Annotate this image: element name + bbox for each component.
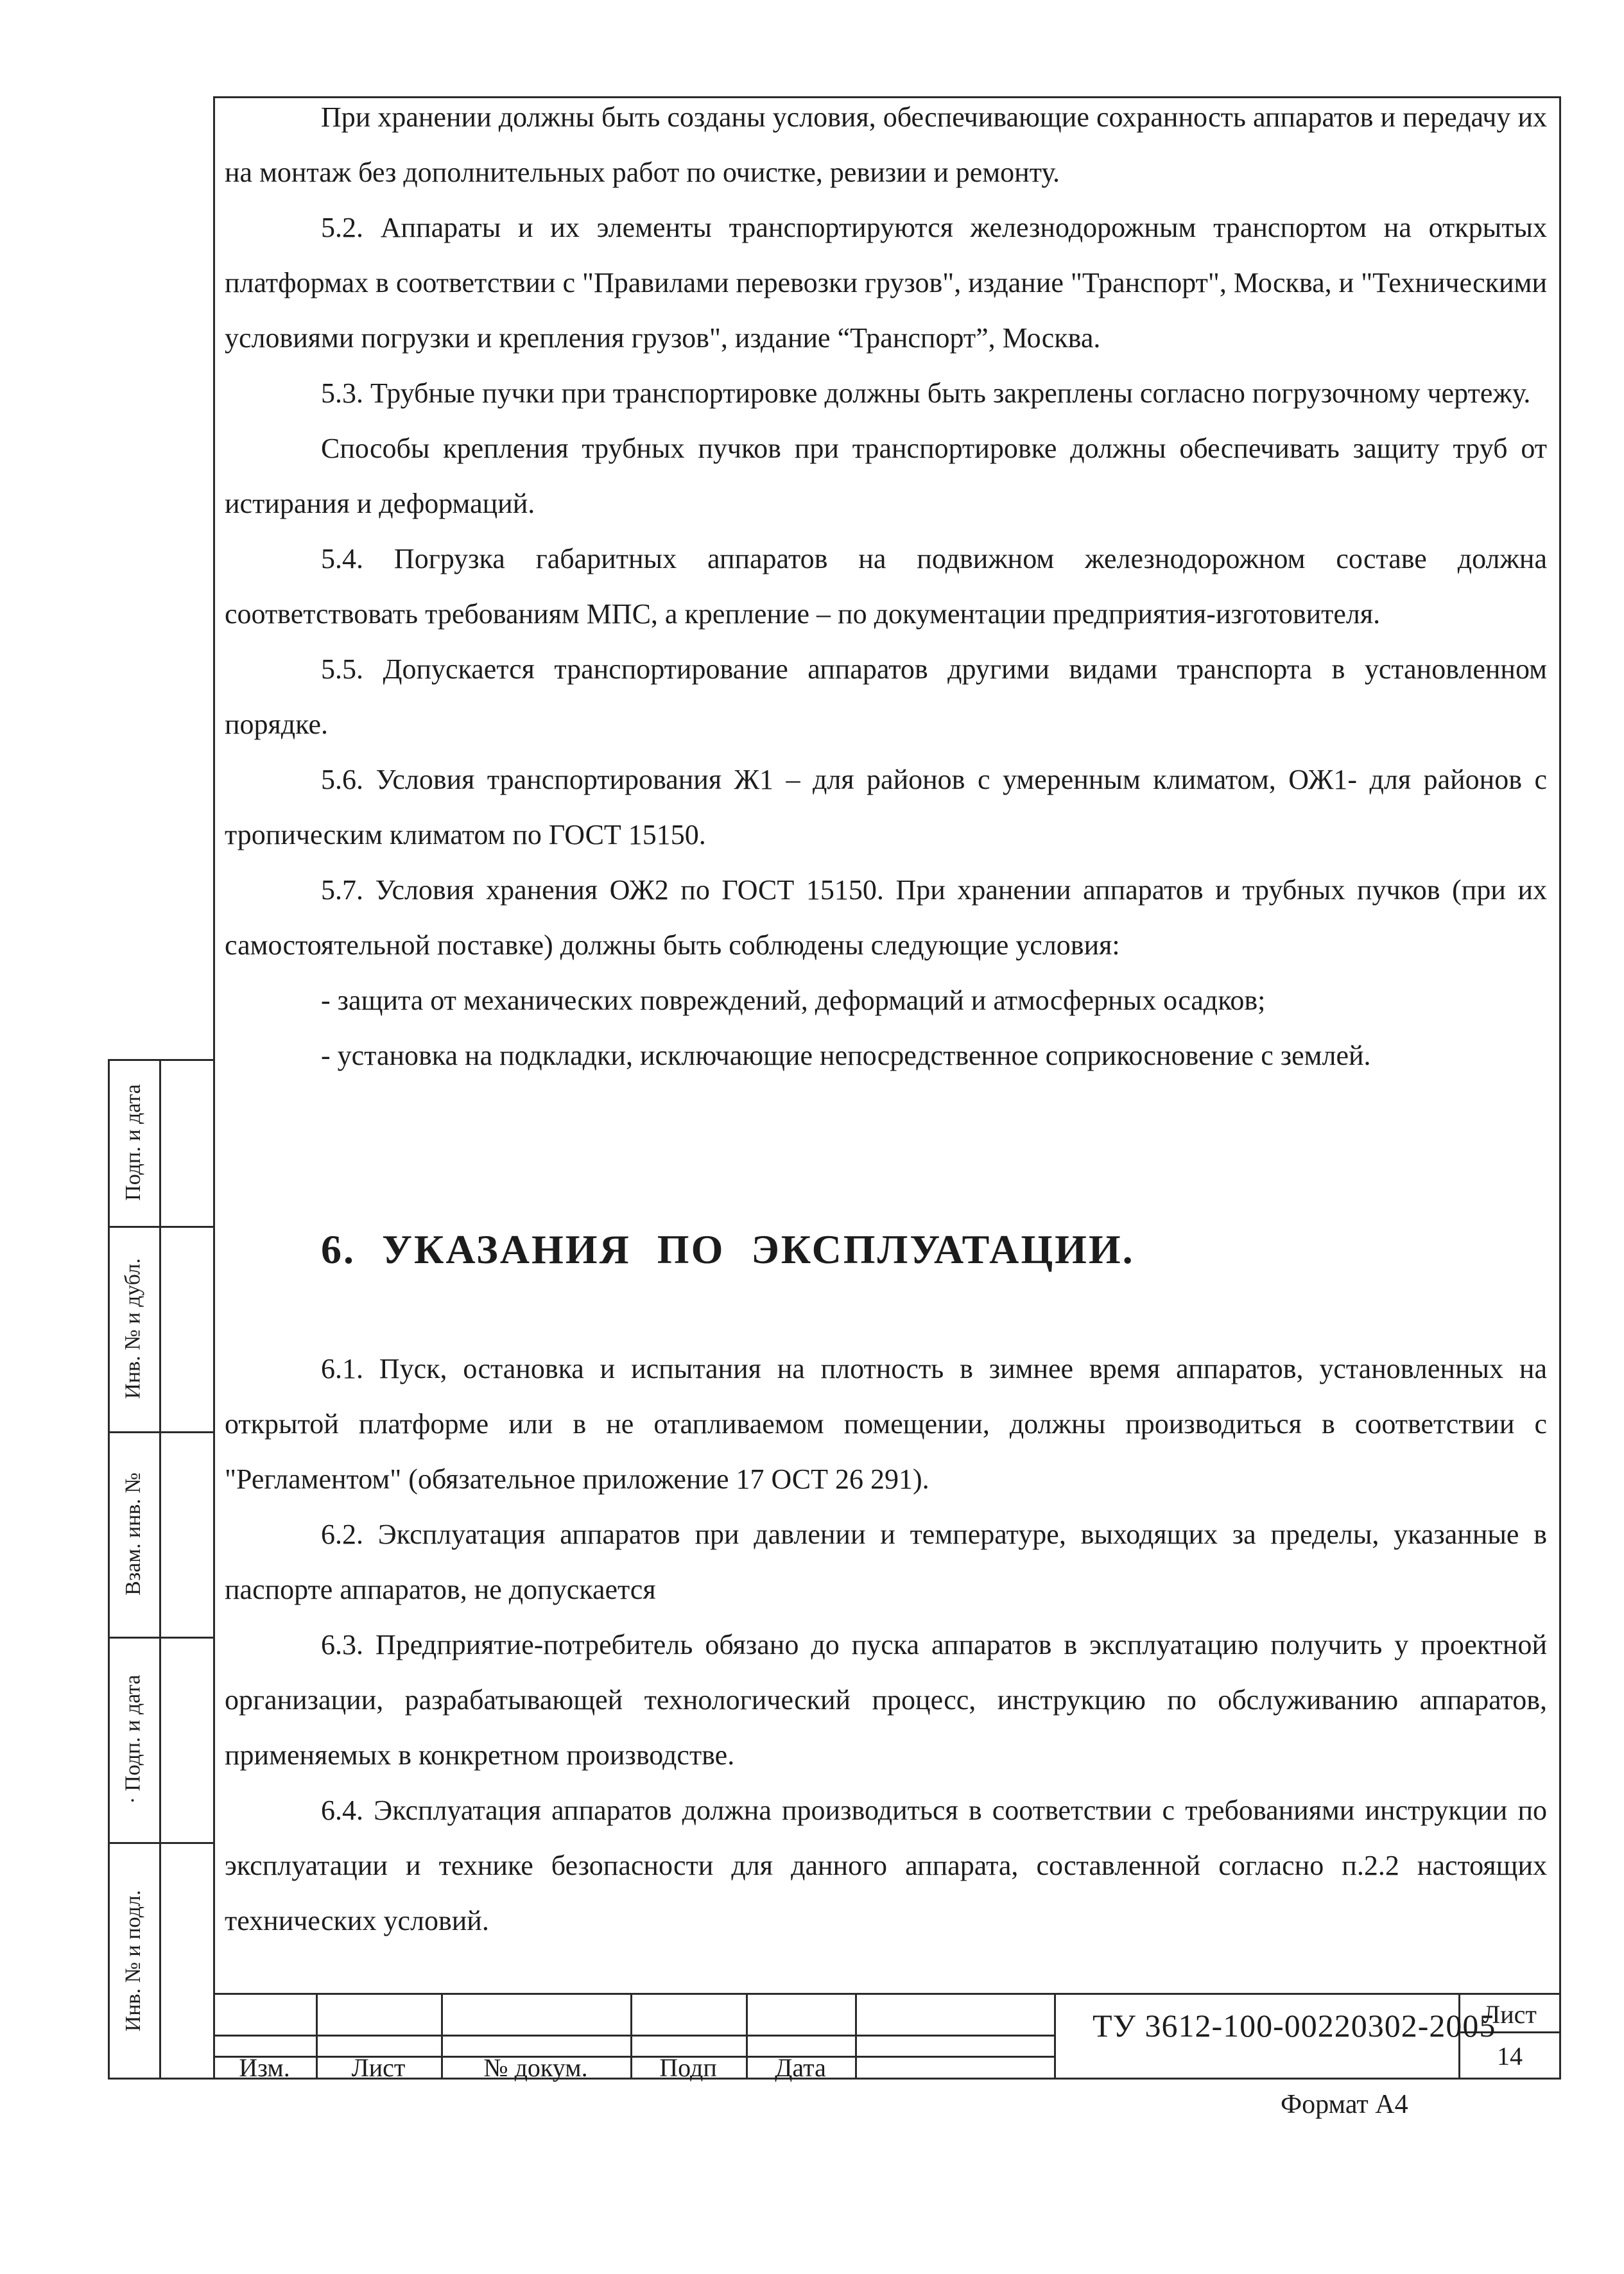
paragraph: 5.7. Условия хранения ОЖ2 по ГОСТ 15150. При хранении аппаратов и трубных пучков (при их самостоятельной поставке) должны быть соблюдены следующие условия: [225, 874, 1547, 961]
stamp-label-sign-date-2: · Подп. и дата [121, 1675, 145, 1804]
body-section-5 [225, 90, 1547, 1083]
stamp-label-sign-date: Подп. и дата [121, 1084, 146, 1201]
tb-col-podp: Подп [659, 2053, 717, 2082]
sheet-label: Лист [1483, 2000, 1537, 2029]
list-item: - установка на подкладки, исключающие непосредственное соприкосновение с землей. [321, 1040, 1371, 1071]
paragraph: При хранении должны быть созданы условия, обеспечивающие сохранность аппаратов и передачу их на монтаж без дополнительных работ по очистке, ревизии и ремонту. [225, 101, 1547, 188]
paragraph: 6.2. Эксплуатация аппаратов при давлении и температуре, выходящих за пределы, указанные в паспорте аппаратов, не допускается [225, 1519, 1547, 1605]
tb-col-date: Дата [775, 2053, 826, 2082]
tb-col-izm: Изм. [239, 2053, 290, 2082]
body-section-6 [225, 1341, 1547, 1949]
paragraph: 5.3. Трубные пучки при транспортировке должны быть закреплены согласно погрузочному чертежу. [321, 377, 1531, 409]
paragraph: 6.3. Предприятие-потребитель обязано до пуска аппаратов в эксплуатацию получить у проектной организации, разрабатывающей технологический процесс, инструкцию по обслуживанию аппаратов, применяемых в конкретном производстве. [225, 1629, 1547, 1771]
tb-rule [1054, 1993, 1056, 2080]
title-block [213, 1993, 1561, 2080]
tb-rule [855, 1993, 857, 2080]
stamp-label-inv-original: Инв. № и подл. [121, 1890, 146, 2032]
paragraph: 5.5. Допускается транспортирование аппаратов другими видами транспорта в установленном порядке. [225, 653, 1547, 740]
paragraph: 6.1. Пуск, остановка и испытания на плотность в зимнее время аппаратов, установленных на открытой платформе или в не отапливаемом помещении, должны производиться в соответствии с "Регламентом" (обязательное приложение 17 ОСТ 26 291). [225, 1353, 1547, 1495]
side-stamp-divider [159, 1059, 161, 2080]
paper-format: Формат А4 [1281, 2090, 1408, 2119]
tb-rule [213, 1993, 1561, 1995]
document-number: ТУ 3612-100-00220302-2005 [1093, 2008, 1496, 2044]
tb-col-doc: № докум. [483, 2053, 588, 2082]
side-stamp [108, 1059, 213, 2080]
tb-rule [213, 2035, 1054, 2037]
stamp-label-inv-dup: Инв. № и дубл. [121, 1258, 145, 1399]
section-heading: 6. УКАЗАНИЯ ПО ЭКСПЛУАТАЦИИ. [321, 1227, 1135, 1272]
tb-col-list: Лист [351, 2053, 406, 2082]
sheet-number: 14 [1497, 2042, 1523, 2071]
paragraph: 5.2. Аппараты и их элементы транспортируются железнодорожным транспортом на открытых платформах в соответствии с "Правилами перевозки грузов", издание "Транспорт", Москва, и "Техническими условиями погрузки и крепления грузов", издание “Транспорт”, Москва. [225, 212, 1547, 354]
paragraph: 5.6. Условия транспортирования Ж1 – для районов с умеренным климатом, ОЖ1- для районов с тропическим климатом по ГОСТ 15150. [225, 764, 1547, 850]
stamp-label-replace-inv: Взам. инв. № [121, 1472, 146, 1596]
paragraph: 5.4. Погрузка габаритных аппаратов на подвижном железнодорожном составе должна соответствовать требованиям МПС, а крепление – по документации предприятия-изготовителя. [225, 543, 1547, 630]
list-item: - защита от механических повреждений, деформаций и атмосферных осадков; [321, 985, 1266, 1016]
paragraph: 6.4. Эксплуатация аппаратов должна производиться в соответствии с требованиями инструкции по эксплуатации и технике безопасности для данного аппарата, составленной согласно п.2.2 настоящих технических условий. [225, 1795, 1547, 1936]
paragraph: Способы крепления трубных пучков при транспортировке должны обеспечивать защиту труб от истирания и деформаций. [225, 433, 1547, 519]
